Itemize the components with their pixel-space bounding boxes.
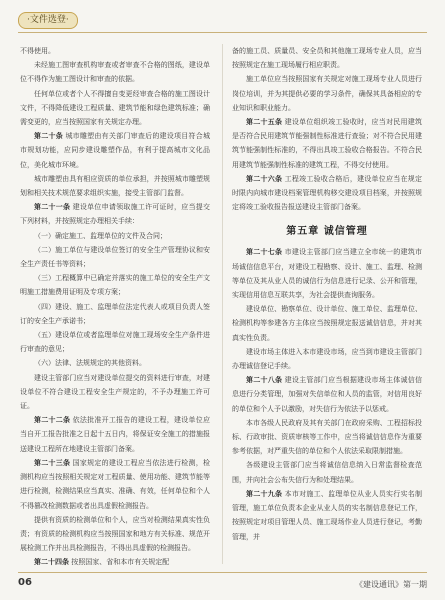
journal-title: 《建设通讯》第一期 [355, 580, 427, 589]
paragraph [20, 271, 210, 299]
paragraph-text: （三）工程概算中已确定并落实的施工单位的安全生产文明施工措施费用证明及专项方案； [20, 274, 210, 297]
paragraph [20, 87, 210, 130]
header-divider [18, 32, 427, 33]
paragraph-text: 提供有资质的检测单位和个人，应当对检测结果真实性负责；有资质的检测机构应当按照国家和地方有关标准、规范开展检测工作并出具检测报告，不得出具虚假的检测报告。 [20, 515, 210, 553]
paragraph [20, 371, 210, 414]
article-number: 第二十六条 [246, 173, 283, 183]
paragraph [20, 172, 210, 200]
paragraph-text: （四）建设、施工、监理单位法定代表人或项目负责人签订的安全生产承诺书； [20, 302, 210, 325]
paragraph-text: 建设单位组织竣工验收时，应当对民用建筑是否符合民用建筑节能强制性标准进行查验；对不符合民用建筑节能强制性标准的，不得出具竣工验收合格报告。不符合民用建筑节能强制性标准的建筑工程，不得交付使用。 [232, 118, 422, 169]
paragraph [20, 356, 210, 370]
paragraph [232, 416, 422, 459]
paragraph [20, 456, 210, 513]
paragraph-text: 建设单位、勘察单位、设计单位、施工单位、监理单位、检测机构等参建各方主体应当按照规定报送诚信信息，并对其真实性负责。 [232, 305, 422, 342]
paragraph-text: （一）确定施工、监理单位的文件及合同； [34, 231, 167, 240]
paragraph-text: 施工单位应当按照国家有关规定对施工现场专业人员进行岗位培训，并为其提供必要的学习条件，确保其具备相应的专业知识和职业能力。 [232, 75, 422, 112]
paragraph [232, 458, 422, 486]
paragraph [20, 300, 210, 328]
paragraph-text: 城市雕塑由具有相应资质的单位承担，并按照城市雕塑规划和相关技术规范要求组织实施，接受主管部门监督。 [20, 174, 210, 198]
paragraph-text: 本市对施工、监理单位从业人员实行实名制管理，施工单位负责本企业从业人员的实名制信息登记工作，按照规定对项目管理人员、施工现场作业人员进行登记，考勤管理，并 [232, 489, 422, 541]
paragraph-text: （二）施工单位与建设单位签订的安全生产管理协议和安全生产责任书等资料； [20, 245, 210, 269]
paragraph-text: 未经施工图审查机构审查或者审查不合格的图纸，建设单位不得作为施工图设计和审查的依据。 [20, 61, 210, 84]
paragraph-text: 工程竣工验收合格后，建设单位应当在规定时限内向城市建设档案管理机构移交建设项目档案，并按照规定将竣工验收报告报送建设主管部门备案。 [232, 174, 422, 212]
right-column [232, 44, 422, 544]
article-number: 第二十条 [34, 131, 63, 141]
paragraph [20, 58, 210, 86]
article-number: 第二十二条 [34, 415, 71, 425]
paragraph [232, 302, 422, 345]
paragraph [20, 129, 210, 172]
section-tag: ·文件选登· [18, 12, 78, 29]
article-number: 第二十三条 [34, 457, 71, 467]
paragraph [20, 555, 210, 569]
paragraph-text: （五）建设单位或者监理单位对施工现场安全生产条件进行审查的意见； [20, 331, 210, 354]
paragraph-text: 按照国家、省和本市有关规定配 [71, 558, 170, 567]
paragraph-text: 依法批准开工报告的建设工程，建设单位应当自开工报告批准之日起十五日内，将保证安全施工的措施报送建设工程所在地建设主管部门备案。 [20, 416, 210, 453]
paragraph-text: 建设单位申请领取施工许可证时，应当提交下列材料，并按照规定办理相关手续： [20, 203, 210, 226]
paragraph-text: 国家规定的建设工程应当依法进行检测，检测机构应当按照相关规定对工程质量、使用功能、建筑节能等进行检测，检测结果应当真实、准确、有效，任何单位和个人不得篡改检测数据或者出具虚假检测报告。 [20, 458, 210, 510]
paragraph-text: 任何单位或者个人不得擅自变更经审查合格的施工图设计文件，不得降低建设工程质量、建筑节能和绿色建筑标准；确需变更的，应当按照国家有关规定办理。 [20, 89, 210, 127]
paragraph [20, 513, 210, 556]
chapter-heading: 第五章 诚信管理 [286, 226, 368, 238]
paragraph [232, 115, 422, 172]
paragraph-text: 市建设主管部门应当建立全市统一的建筑市场诚信信息平台，对建设工程勘察、设计、施工、监理、检测等单位及其从业人员的诚信行为信息进行记录、公开和管理，实现信用信息互联共享，为社会提供查询服务。 [232, 248, 422, 300]
article-number: 第二十九条 [246, 488, 283, 498]
article-number: 第二十七条 [246, 247, 283, 257]
paragraph [232, 172, 422, 215]
paragraph-text: 各级建设主管部门应当将诚信信息纳入日常监督检查范围，并向社会公布失信行为和处理结果。 [232, 461, 422, 484]
paragraph-text: 建设主管部门应当根据建设市场主体诚信信息进行分类管理，加强对失信单位和人员的监管，对信用良好的单位和个人予以激励，对失信行为依法予以惩戒。 [232, 376, 422, 413]
paragraph [232, 373, 422, 416]
paragraph [20, 413, 210, 456]
paragraph-text: 建设主管部门应当对建设单位提交的资料进行审查，对建设单位不符合建设工程安全生产规定的，不予办理施工许可证。 [20, 373, 210, 411]
paragraph-text: 不得使用。 [20, 47, 55, 55]
article-number: 第二十五条 [246, 117, 283, 127]
page-number: 06 [18, 577, 32, 588]
paragraph [20, 200, 210, 228]
paragraph-text: 建设市场主体进入本市建设市场，应当到市建设主管部门办理诚信登记手续。 [232, 347, 422, 371]
paragraph-text: 本市各级人民政府及其有关部门在政府采购、工程招标投标、行政审批、资质审核等工作中，应当将诚信信息作为重要参考依据，对严重失信的单位和个人依法采取限制措施。 [232, 418, 422, 456]
paragraph-text: （六）法律、法规规定的其他资料。 [34, 359, 146, 368]
article-number: 第二十八条 [246, 375, 283, 385]
paragraph [20, 229, 210, 243]
paragraph-text: 备的施工员、质量员、安全员和其他施工现场专业人员，应当按照规定在施工现场履行相应职责。 [232, 47, 422, 70]
paragraph [20, 243, 210, 271]
paragraph [20, 328, 210, 356]
paragraph [232, 245, 422, 302]
article-number: 第二十四条 [34, 557, 69, 567]
paragraph [232, 487, 422, 544]
paragraph [232, 44, 422, 72]
paragraph [232, 72, 422, 115]
footer-divider [18, 572, 427, 573]
left-column [20, 44, 210, 570]
column-divider [222, 44, 223, 564]
article-number: 第二十一条 [34, 202, 71, 212]
paragraph-text: 城市雕塑由有关部门审查后的建设项目符合城市规划功能，应同步建设雕塑作品，有利于提高城市文化品位，美化城市环境。 [20, 132, 211, 169]
paragraph [232, 345, 422, 373]
paragraph [20, 44, 210, 58]
